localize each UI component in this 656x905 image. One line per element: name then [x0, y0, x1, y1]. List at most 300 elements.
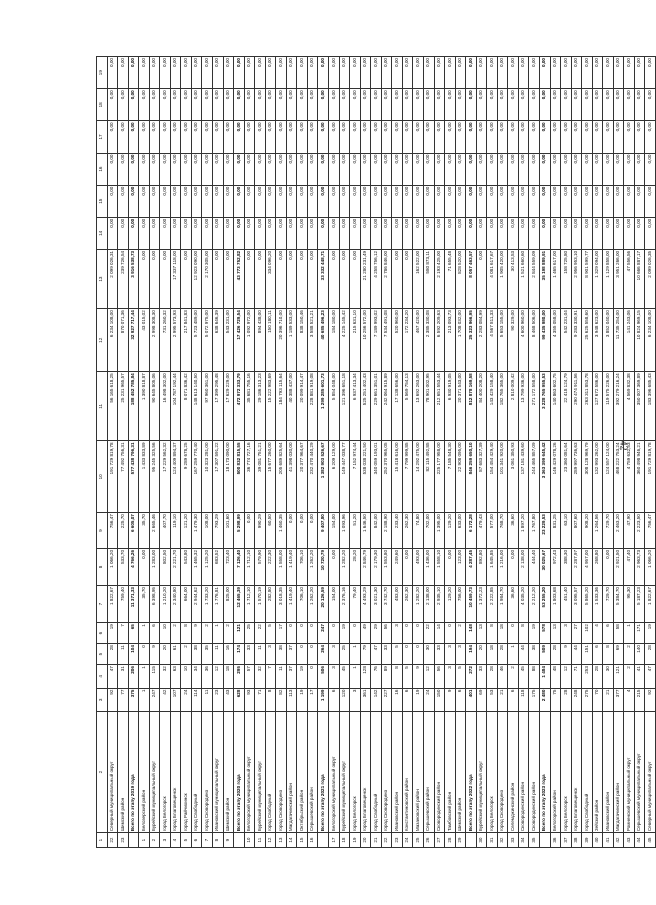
table-row	[191, 57, 202, 848]
municipality-name: Ивановский район	[603, 712, 614, 833]
value-cell: 0,00	[307, 185, 318, 217]
value-cell: 5	[402, 665, 413, 688]
value-cell: 0,00	[508, 153, 519, 185]
total-row	[234, 57, 245, 848]
value-cell: 2 998 308,30	[149, 309, 160, 372]
value-cell: 148 613 140,50	[191, 372, 202, 441]
value-cell: 2 170 305,00	[202, 249, 213, 308]
value-cell: 0,00	[497, 57, 508, 89]
value-cell: 0,00	[255, 153, 266, 185]
value-cell: 43 773 752,82	[234, 249, 245, 308]
value-cell: 1 479,30	[191, 513, 202, 549]
value-cell: 0,00	[286, 121, 297, 153]
value-cell: 4 759 632,53	[624, 441, 635, 513]
value-cell: 3	[561, 623, 572, 644]
value-cell: 47,90	[624, 513, 635, 549]
value-cell: 0,00	[149, 249, 160, 308]
value-cell: 0,00	[350, 89, 361, 121]
value-cell: 0,00	[329, 121, 340, 153]
value-cell: 1 533,36	[592, 586, 603, 623]
municipality-name: город Сковородино	[202, 712, 213, 833]
value-cell: 24	[423, 688, 434, 711]
value-cell: 20	[160, 644, 171, 665]
value-cell: 9	[191, 623, 202, 644]
value-cell: 17	[307, 688, 318, 711]
municipality-name: Серышевский муниципальный округ	[634, 712, 645, 833]
value-cell: 0,00	[244, 217, 255, 249]
value-cell: 69	[476, 688, 487, 711]
value-cell: 232 470 440,29	[307, 441, 318, 513]
value-cell: 87 683 327,39	[476, 441, 487, 513]
value-cell: 3 021,30	[371, 586, 382, 623]
value-cell: 206	[128, 665, 139, 688]
value-cell: 0,00	[265, 185, 276, 217]
municipality-name: город Белогорск	[160, 712, 171, 833]
column-number: 18	[97, 89, 108, 121]
value-cell: 0,00	[244, 121, 255, 153]
value-cell: 115	[149, 665, 160, 688]
value-cell: 6	[402, 688, 413, 711]
value-cell: 33	[434, 644, 445, 665]
value-cell: 0,00	[413, 121, 424, 153]
value-cell: 350 007 369,89	[634, 372, 645, 441]
value-cell: 0,00	[255, 185, 266, 217]
value-cell: 0,00	[181, 153, 192, 185]
value-cell: 1 905 420,00	[497, 249, 508, 308]
value-cell: 0,00	[508, 185, 519, 217]
value-cell: 0,00	[107, 57, 118, 89]
municipality-name: Белогорский муниципальный округ	[329, 712, 340, 833]
value-cell: 48	[550, 665, 561, 688]
table-row	[571, 57, 582, 848]
value-cell: 38	[191, 644, 202, 665]
value-cell: 0	[307, 644, 318, 665]
value-cell: 0,00	[476, 217, 487, 249]
value-cell: 2	[624, 644, 635, 665]
value-cell: 0,00	[213, 217, 224, 249]
value-cell: 0,00	[276, 217, 287, 249]
value-cell: 0,00	[265, 153, 276, 185]
row-number: 22	[107, 833, 118, 848]
value-cell: 340 059 193,01	[371, 441, 382, 513]
value-cell: 150	[434, 688, 445, 711]
value-cell: 19	[645, 623, 656, 644]
value-cell: 0,00	[561, 89, 572, 121]
value-cell: 150 180,11	[265, 309, 276, 372]
value-cell: 3 363 399 645,42	[539, 441, 550, 513]
row-number	[318, 833, 329, 848]
value-cell: 0,00	[518, 89, 529, 121]
value-cell: 509	[539, 644, 550, 665]
value-cell: 60,50	[265, 513, 276, 549]
row-number: 19	[350, 833, 361, 848]
value-cell: 0,00	[265, 89, 276, 121]
table-row	[181, 57, 192, 848]
value-cell: 0,00	[392, 185, 403, 217]
value-cell: 13 799 936,00	[518, 372, 529, 441]
value-cell: 4 081 617,67	[487, 249, 498, 308]
value-cell: 0,00	[613, 153, 624, 185]
value-cell: 0,00	[139, 153, 150, 185]
column-number: 4	[97, 665, 108, 688]
value-cell: 101 341 920,00	[497, 441, 508, 513]
value-cell: 543,80	[181, 548, 192, 585]
row-number: 2	[149, 833, 160, 848]
value-cell: 2 846,79	[360, 548, 371, 585]
value-cell: 0,00	[255, 217, 266, 249]
value-cell: 1 776,81	[213, 586, 224, 623]
value-cell: 17 138 656,00	[392, 372, 403, 441]
value-cell: 520 960,00	[392, 309, 403, 372]
value-cell: 71	[255, 688, 266, 711]
table-row	[603, 57, 614, 848]
row-number: 10	[244, 833, 255, 848]
value-cell: 0,00	[139, 548, 150, 585]
value-cell: 0,00	[434, 153, 445, 185]
value-cell: 1 264,56	[592, 513, 603, 549]
value-cell: 538 038 221,50	[360, 441, 371, 513]
value-cell: 6	[149, 623, 160, 644]
value-cell: 1 897,20	[518, 513, 529, 549]
value-cell: 34	[191, 665, 202, 688]
value-cell: 6 234 108,00	[107, 309, 118, 372]
value-cell: 8 071 836,42	[181, 372, 192, 441]
value-cell: 0,00	[276, 153, 287, 185]
value-cell: 10 666 887,17	[634, 249, 645, 308]
value-cell: 11	[213, 644, 224, 665]
value-cell: 0,00	[307, 153, 318, 185]
value-cell: 88	[529, 665, 540, 688]
value-cell: 37	[286, 665, 297, 688]
value-cell: 0,00	[582, 185, 593, 217]
value-cell: 215	[634, 688, 645, 711]
value-cell: 1 465,32	[191, 548, 202, 585]
value-cell: 0,00	[329, 249, 340, 308]
value-cell: 8 468 506,00	[529, 309, 540, 372]
value-cell: 20 126,59	[318, 586, 329, 623]
value-cell: 6 209 129,00	[329, 441, 340, 513]
table-row	[160, 57, 171, 848]
row-number: 28	[445, 833, 456, 848]
value-cell: 0,00	[529, 217, 540, 249]
value-cell: 0,00	[191, 57, 202, 89]
value-cell: 1 216,00	[497, 548, 508, 585]
value-cell: 33 332 448,71	[318, 249, 329, 308]
value-cell: 282,80	[265, 586, 276, 623]
value-cell: 683,52	[213, 548, 224, 585]
municipality-name: город Сковородино	[276, 712, 287, 833]
value-cell: 0,00	[445, 89, 456, 121]
value-cell: 14 292 475,00	[413, 441, 424, 513]
value-cell: 0,00	[603, 89, 614, 121]
value-cell: 0,00	[624, 89, 635, 121]
value-cell: 0,00	[149, 89, 160, 121]
value-cell: 0,00	[381, 57, 392, 89]
value-cell: 0,00	[170, 57, 181, 89]
value-cell: 2 283 084,99	[476, 309, 487, 372]
value-cell: 0,00	[487, 153, 498, 185]
value-cell: 1 262,20	[307, 586, 318, 623]
value-cell: 128	[360, 665, 371, 688]
value-cell: 360 498 946,21	[634, 441, 645, 513]
value-cell: 5 653 155,00	[497, 309, 508, 372]
value-cell: 0,00	[371, 89, 382, 121]
value-cell: 0,00	[381, 121, 392, 153]
value-cell: 0,00	[518, 57, 529, 89]
municipality-name: Селемджинский район	[508, 712, 519, 833]
table-row	[360, 57, 371, 848]
value-cell: 3 951 266,00	[613, 249, 624, 308]
value-cell: 0,00	[402, 217, 413, 249]
value-cell: 0,00	[139, 89, 150, 121]
value-cell: 20	[476, 644, 487, 665]
column-number: 7	[97, 586, 108, 623]
value-cell: 0,00	[645, 57, 656, 89]
value-cell: 2	[170, 623, 181, 644]
value-cell: 10	[160, 623, 171, 644]
value-cell: 1	[350, 644, 361, 665]
value-cell: 3 228 765 955,53	[539, 372, 550, 441]
value-cell: 22	[423, 623, 434, 644]
value-cell: 5 723 489,00	[191, 309, 202, 372]
value-cell: 0,00	[613, 185, 624, 217]
value-cell: 1 767,80	[529, 513, 540, 549]
value-cell: 104 787 192,44	[170, 372, 181, 441]
value-cell: 6	[329, 688, 340, 711]
value-cell: 151	[582, 644, 593, 665]
value-cell: 0	[350, 623, 361, 644]
value-cell: 0,00	[286, 57, 297, 89]
value-cell: 4	[624, 688, 635, 711]
value-cell: 31	[118, 665, 129, 688]
value-cell: 0,00	[529, 57, 540, 89]
value-cell: 1 189 533,00	[286, 309, 297, 372]
value-cell: 29 186 313,23	[255, 372, 266, 441]
value-cell: 120	[339, 688, 350, 711]
value-cell: 0,00	[244, 153, 255, 185]
value-cell: 0,00	[445, 121, 456, 153]
value-cell: 0,00	[392, 57, 403, 89]
value-cell: 9	[445, 688, 456, 711]
value-cell: 191 729 819,78	[645, 441, 656, 513]
value-cell: 183 396 685,43	[645, 372, 656, 441]
value-cell: 121,20	[181, 513, 192, 549]
row-number: 36	[550, 833, 561, 848]
value-cell: 0,00	[286, 217, 297, 249]
value-cell: 0,00	[234, 121, 245, 153]
value-cell: 3 061 350,93	[508, 441, 519, 513]
value-cell: 802,50	[160, 548, 171, 585]
value-cell: 0,00	[329, 185, 340, 217]
value-cell: 28	[497, 644, 508, 665]
value-cell: 0,00	[297, 217, 308, 249]
value-cell: 0,00	[244, 57, 255, 89]
value-cell: 17 399 295,48	[213, 372, 224, 441]
value-cell: 40 685 496,23	[318, 309, 329, 372]
value-cell: 1 283,00	[149, 548, 160, 585]
municipality-name: Октябрьский район	[297, 712, 308, 833]
value-cell: 0,00	[202, 121, 213, 153]
value-cell: 148	[466, 623, 477, 644]
value-cell: 0,00	[128, 89, 139, 121]
value-cell: 729,70	[603, 513, 614, 549]
value-cell: 2	[223, 623, 234, 644]
value-cell: 472 972 333,79	[234, 372, 245, 441]
value-cell: 0,00	[371, 57, 382, 89]
value-cell: 0,00	[487, 89, 498, 121]
value-cell: 53	[487, 688, 498, 711]
table-header-row	[97, 57, 108, 848]
value-cell: 37	[286, 644, 297, 665]
value-cell: 0,00	[624, 217, 635, 249]
row-number: 8	[213, 833, 224, 848]
value-cell: 0,00	[191, 89, 202, 121]
value-cell: 0,00	[434, 217, 445, 249]
value-cell: 35,70	[139, 586, 150, 623]
value-cell: 13 692 263,00	[413, 372, 424, 441]
table-row	[307, 57, 318, 848]
value-cell: 500 832 815,55	[234, 441, 245, 513]
municipality-name: Ивановский район	[392, 712, 403, 833]
municipality-name: Всего по этапу 2019 года	[128, 712, 139, 833]
value-cell: 7 799 999,85	[402, 441, 413, 513]
value-cell: 483,00	[392, 586, 403, 623]
value-cell: 0,00	[476, 153, 487, 185]
table-row	[455, 57, 466, 848]
value-cell: 0,00	[107, 121, 118, 153]
value-cell: 1 299 285 601,73	[318, 372, 329, 441]
value-cell: 154,00	[329, 586, 340, 623]
value-cell: 0,00	[381, 217, 392, 249]
value-cell: 39 081 751,21	[255, 441, 266, 513]
value-cell: 8 057 463,57	[466, 249, 477, 308]
municipality-name: Шимский район	[455, 712, 466, 833]
value-cell: 10 459,73	[466, 586, 477, 623]
value-cell: 17 629 229,00	[223, 372, 234, 441]
value-cell: 2	[202, 623, 213, 644]
value-cell: 0,00	[160, 185, 171, 217]
municipality-name: город Благовещенск	[360, 712, 371, 833]
value-cell: 0,00	[487, 121, 498, 153]
value-cell: 828 520,00	[455, 249, 466, 308]
value-cell: 174	[234, 644, 245, 665]
value-cell: 239 726,54	[118, 249, 129, 308]
value-cell: 33	[381, 644, 392, 665]
value-cell: 289 997 736,63	[571, 441, 582, 513]
value-cell: 1 390 818,87	[139, 372, 150, 441]
value-cell: 0,00	[645, 153, 656, 185]
value-cell: 0,00	[297, 249, 308, 308]
value-cell: 972,43	[550, 548, 561, 585]
value-cell: 70	[592, 688, 603, 711]
value-cell: 18 173 090,00	[223, 441, 234, 513]
value-cell: 0,00	[191, 217, 202, 249]
value-cell: 0,00	[318, 121, 329, 153]
value-cell: 47,40	[624, 548, 635, 585]
table-row	[255, 57, 266, 848]
value-cell: 129,20	[445, 513, 456, 549]
value-cell: 0,00	[466, 89, 477, 121]
value-cell: 44	[518, 644, 529, 665]
value-cell: 58	[613, 623, 624, 644]
value-cell: 0,00	[318, 57, 329, 89]
value-cell: 638 646,39	[213, 309, 224, 372]
value-cell: 1	[350, 665, 361, 688]
value-cell: 225 177 958,00	[434, 441, 445, 513]
column-number: 2	[97, 712, 108, 833]
value-cell: 2 810 009,42	[508, 372, 519, 441]
value-cell: 0,00	[329, 548, 340, 585]
value-cell: 212 651 553,44	[434, 372, 445, 441]
value-cell: 1	[508, 644, 519, 665]
value-cell: 0,00	[297, 89, 308, 121]
column-number: 19	[97, 57, 108, 89]
row-number: 3	[160, 833, 171, 848]
table-row	[487, 57, 498, 848]
value-cell: 0,00	[455, 153, 466, 185]
value-cell: 0,00	[402, 249, 413, 308]
value-cell: 756,47	[645, 513, 656, 549]
value-cell: 0,00	[466, 217, 477, 249]
value-cell: 18	[223, 665, 234, 688]
value-cell: 633,00	[455, 513, 466, 549]
value-cell: 0	[139, 644, 150, 665]
value-cell: 468 222 753,24	[613, 441, 624, 513]
value-cell: 90 645 805,06	[149, 372, 160, 441]
value-cell: 793,29	[213, 513, 224, 549]
value-cell: 0,00	[286, 153, 297, 185]
value-cell: 0	[402, 623, 413, 644]
municipality-name: город Сковородино	[497, 712, 508, 833]
municipality-name: Константиновский район	[402, 712, 413, 833]
table-row	[392, 57, 403, 848]
row-number: 29	[455, 833, 466, 848]
value-cell: 0,00	[234, 185, 245, 217]
value-cell: 0,00	[571, 185, 582, 217]
value-cell: 1 125,20	[202, 548, 213, 585]
value-cell: 0,00	[160, 249, 171, 308]
municipality-name: Бурейский муниципальный округ	[255, 712, 266, 833]
row-number: 23	[392, 833, 403, 848]
value-cell: 0,00	[582, 89, 593, 121]
value-cell: 768,70	[497, 513, 508, 549]
value-cell: 3 852 040,00	[603, 309, 614, 372]
value-cell: 32	[255, 665, 266, 688]
value-cell: 162 522,00	[413, 249, 424, 308]
value-cell: 0,00	[244, 513, 255, 549]
value-cell: 9	[561, 644, 572, 665]
municipality-name: город Сковородино	[381, 712, 392, 833]
value-cell: 0,00	[181, 89, 192, 121]
value-cell: 28	[487, 665, 498, 688]
value-cell: 0,00	[297, 57, 308, 89]
value-cell: 0,00	[360, 217, 371, 249]
value-cell: 188 452 785,84	[128, 372, 139, 441]
value-cell: 82	[276, 688, 287, 711]
value-cell: 43	[223, 688, 234, 711]
value-cell: 0,00	[149, 121, 160, 153]
value-cell: 0,00	[213, 153, 224, 185]
value-cell: 723,40	[223, 548, 234, 585]
row-number: 1	[139, 833, 150, 848]
value-cell: 628	[234, 688, 245, 711]
value-cell: 0,00	[582, 217, 593, 249]
value-cell: 14	[434, 623, 445, 644]
value-cell: 0,00	[213, 57, 224, 89]
value-cell: 25 323 966,95	[466, 309, 477, 372]
value-cell: 19	[297, 665, 308, 688]
value-cell: 2 995 573,93	[170, 309, 181, 372]
